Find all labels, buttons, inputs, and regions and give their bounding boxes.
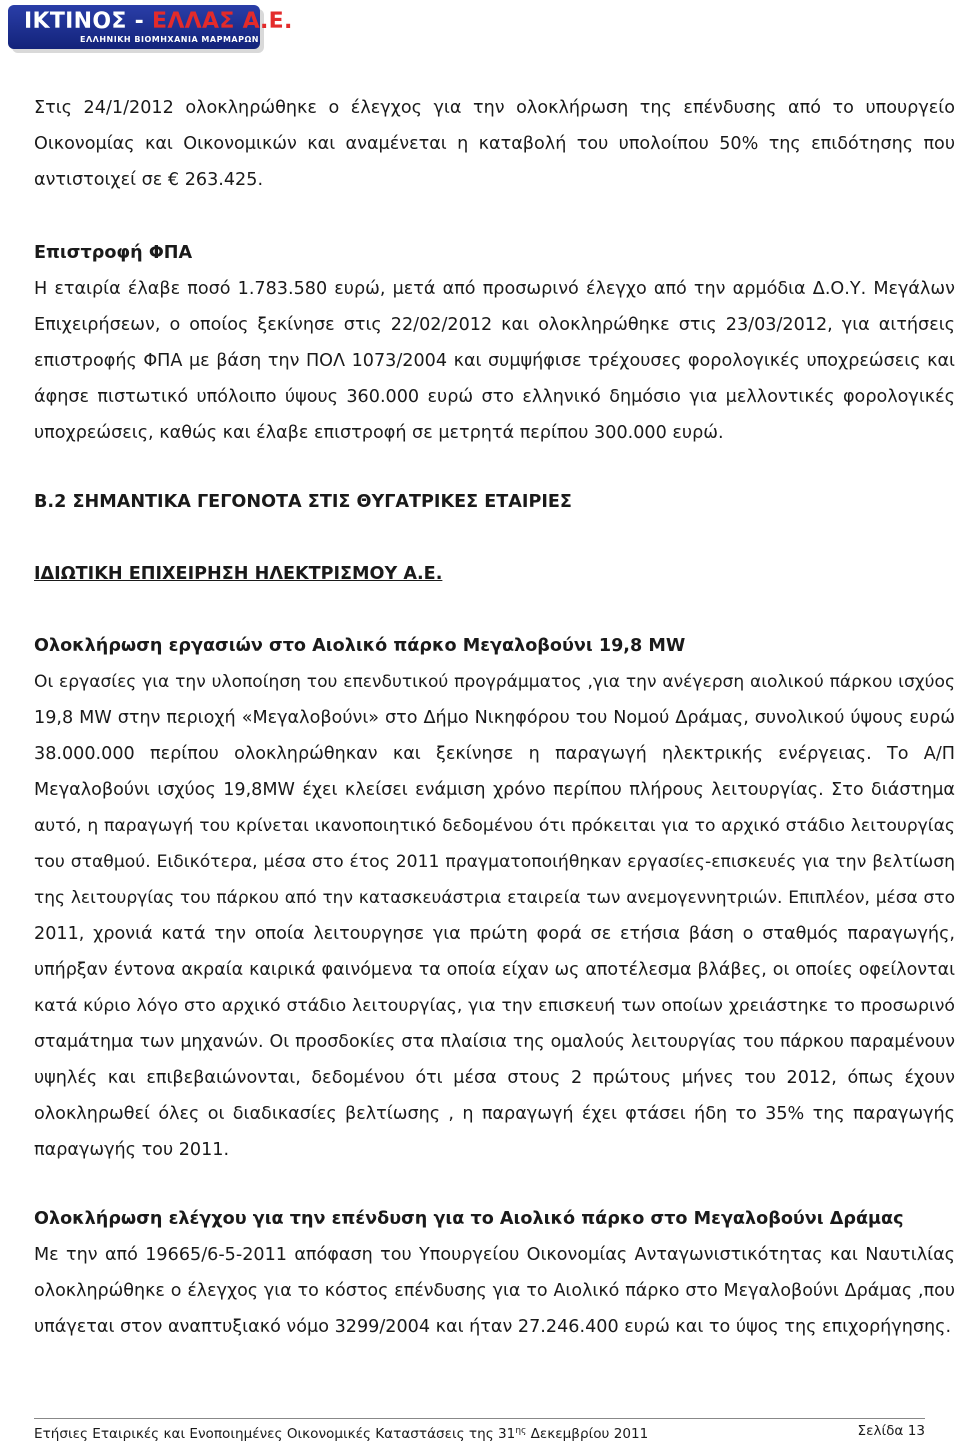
company-heading: ΙΔΙΩΤΙΚΗ ΕΠΙΧΕΙΡΗΣΗ ΗΛΕΚΤΡΙΣΜΟΥ Α.Ε. — [34, 564, 443, 584]
text-line: της λειτουργίας του πάρκου από την κατασκευάστρια εταιρεία των ανεμογεννητριών. Επιπλέον, μέσα στο — [34, 888, 955, 908]
company-block — [34, 556, 955, 592]
logo-name-part2: ΕΛΛΑΣ Α.Ε. — [152, 9, 293, 34]
text-line: παραγωγής του 2011. — [34, 1140, 230, 1160]
page-number: Σελίδα 13 — [857, 1423, 925, 1439]
text-line: σταμάτημα των μηχανών. Οι προσδοκίες στα πλαίσια της ομαλούς λειτουργίας του πάρκου παραμένουν — [34, 1032, 955, 1052]
text-line: επιστροφής ΦΠΑ με βάση την ΠΟΛ 1073/2004 και συμψήφισε τρέχουσες φορολογικές υποχρεώσεις και — [34, 351, 955, 371]
text-line: του σταθμού. Ειδικότερα, μέσα στο έτος 2011 πραγματοποιήθηκαν εργασίες-επισκευές για την βελτίωση — [34, 852, 955, 872]
text-line: Μεγαλοβούνι ισχύος 19,8MW έχει κλείσει ενάμιση χρόνο περίπου πλήρους λειτουργίας. Στο διάστημα — [34, 780, 955, 800]
logo-tagline: ΕΛΛΗΝΙΚΗ ΒΙΟΜΗΧΑΝΙΑ ΜΑΡΜΑΡΩΝ — [80, 35, 259, 44]
wind-park-heading: Ολοκλήρωση εργασιών στο Αιολικό πάρκο Μεγαλοβούνι 19,8 MW — [34, 636, 686, 656]
text-line: ολοκληρώθηκε ο έλεγχος για το κόστος επένδυσης για το Αιολικό πάρκο στο Μεγαλοβούνι Δράμας ,που — [34, 1281, 955, 1301]
text-line: Με την από 19665/6-5-2011 απόφαση του Υπουργείου Οικονομίας Ανταγωνιστικότητας και Ναυτιλίας — [34, 1245, 955, 1265]
footer-title-sup: ης — [515, 1426, 527, 1436]
text-line: 2011, χρονιά κατά την οποία λειτουργησε για πρώτη φορά σε ετήσια βάση ο σταθμός παραγωγής, — [34, 924, 955, 944]
text-line: κατά κύριο λόγο στο αρχικό στάδιο λειτουργίας, για την επισκευή των οποίων χρειάστηκε το προσωρινό — [34, 996, 955, 1016]
text-line: υπήρξαν έντονα ακραία καιρικά φαινόμενα τα οποία είχαν ως αποτέλεσμα βλάβες, οι οποίες οφείλονται — [34, 960, 955, 980]
footer-title-date: Δεκεμβρίου 2011 — [526, 1426, 649, 1442]
vat-paragraph — [34, 271, 955, 451]
text-line: Η εταιρία έλαβε ποσό 1.783.580 ευρώ, μετά από προσωρινό έλεγχο από την αρμόδια Δ.Ο.Υ. Μεγάλων — [34, 279, 955, 299]
text-line: ολοκληρωθεί όλες οι διαδικασίες βελτίωσης , η παραγωγή έχει φτάσει ήδη το 35% της παραγωγής — [34, 1104, 955, 1124]
footer-title-text: Ετήσιες Εταιρικές και Ενοποιημένες Οικονομικές Καταστάσεις της 31 — [34, 1426, 516, 1442]
intro-paragraph — [34, 90, 955, 198]
text-line: Στις 24/1/2012 ολοκληρώθηκε ο έλεγχος για την ολοκλήρωση της επένδυσης από το υπουργείο — [34, 98, 955, 118]
investment-check-paragraph — [34, 1237, 955, 1345]
logo-box — [8, 5, 293, 49]
text-line: 38.000.000 περίπου ολοκληρώθηκαν και ξεκίνησε η παραγωγή ηλεκτρικής ενέργειας. Το Α/Π — [34, 744, 955, 764]
text-line: αυτό, η παραγωγή του κρίνεται ικανοποιητικό δεδομένου ότι πρόκειται για το αρχικό στάδιο λειτουργίας — [34, 816, 955, 836]
wind-park-paragraph — [34, 664, 955, 1168]
section-b2 — [34, 484, 955, 520]
intro-section — [34, 90, 955, 198]
text-line: αντιστοιχεί σε € 263.425. — [34, 170, 264, 190]
wind-park-section — [34, 628, 955, 1168]
text-line: υψηλές και επιβεβαιώνονται, δεδομένου ότι μέσα στους 2 πρώτους μήνες του 2012, όπως έχουν — [34, 1068, 955, 1088]
text-line: υποχρεώσεις, καθώς και έλαβε επιστροφή σε μετρητά περίπου 300.000 ευρώ. — [34, 423, 724, 443]
company-logo — [6, 3, 293, 61]
logo-name — [24, 9, 293, 34]
text-line: Οι εργασίες για την υλοποίηση του επενδυτικού προγράμματος ,για την ανέγερση αιολικού πάρκου ισχύος — [34, 672, 955, 692]
text-line: άφησε πιστωτικό υπόλοιπο ύψους 360.000 ευρώ στο ελληνικό δημόσιο για μελλοντικές φορολογικές — [34, 387, 955, 407]
logo-name-part1: ΙΚΤΙΝΟΣ - — [24, 9, 153, 34]
text-line: υπάγεται στον αναπτυξιακό νόμο 3299/2004 και ήταν 27.246.400 ευρώ και το ύψος της επιχορήγησης. — [34, 1317, 952, 1337]
text-line: Οικονομίας και Οικονομικών και αναμένεται η καταβολή του υπολοίπου 50% της επιδότησης που — [34, 134, 955, 154]
text-line: Επιχειρήσεων, ο οποίος ξεκίνησε στις 22/02/2012 και ολοκληρώθηκε στις 23/03/2012, για αιτήσεις — [34, 315, 955, 335]
section-b2-heading: Β.2 ΣΗΜΑΝΤΙΚΑ ΓΕΓΟΝΟΤΑ ΣΤΙΣ ΘΥΓΑΤΡΙΚΕΣ ΕΤΑΙΡΙΕΣ — [34, 492, 572, 512]
text-line: 19,8 MW στην περιοχή «Μεγαλοβούνι» στο Δήμο Νικηφόρου του Νομού Δράμας, συνολικού ύψους ευρώ — [34, 708, 955, 728]
vat-heading: Επιστροφή ΦΠΑ — [34, 243, 193, 263]
footer-title — [34, 1420, 648, 1445]
investment-check-section — [34, 1201, 955, 1345]
page-footer — [34, 1418, 925, 1441]
vat-section — [34, 235, 955, 451]
investment-check-heading: Ολοκλήρωση ελέγχου για την επένδυση για το Αιολικό πάρκο στο Μεγαλοβούνι Δράμας — [34, 1209, 904, 1229]
